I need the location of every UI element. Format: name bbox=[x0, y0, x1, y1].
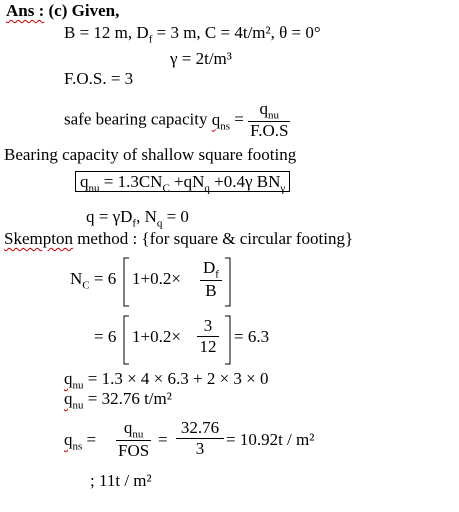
nc-num-sub: f bbox=[215, 268, 219, 281]
qnu1-rhs: = 1.3 × 4 × 6.3 + 2 × 3 × 0 bbox=[83, 369, 269, 388]
safe-bearing-capacity-line: safe bearing capacity $q_{ns}$ = $\frac{q_{nu}}{F.O.S}$ bbox=[64, 99, 289, 141]
sbc-q: q bbox=[211, 109, 221, 129]
nc-n: N bbox=[70, 269, 83, 288]
eq2-num: 3 bbox=[203, 316, 213, 335]
given-values-text: B = 12 m, D bbox=[64, 23, 149, 42]
ans-label: Ans : bbox=[6, 1, 45, 20]
q-line-sub: f bbox=[132, 217, 137, 230]
eq2-inner: 1+0.2× bbox=[132, 327, 181, 346]
nc-den: B bbox=[200, 280, 222, 302]
qnu2-q: q bbox=[64, 389, 73, 408]
qns-fraction-1 bbox=[116, 419, 151, 462]
qnu-line-2 bbox=[64, 390, 172, 411]
qns-num1: q bbox=[123, 418, 133, 437]
nc-num: D bbox=[203, 258, 216, 277]
formula-part2: +qN bbox=[169, 172, 205, 191]
q-line-end: = 0 bbox=[162, 207, 189, 226]
boxed-formula bbox=[75, 173, 290, 194]
formula-q: q bbox=[80, 172, 89, 191]
formula-sub-c: C bbox=[162, 182, 170, 195]
qnu1-q: q bbox=[64, 369, 73, 388]
formula-part3: +0.4γ BN bbox=[209, 172, 281, 191]
sbc-text: safe bearing capacity bbox=[64, 109, 208, 129]
bearing-capacity-heading: Bearing capacity of shallow square footing bbox=[4, 145, 297, 164]
given-rest: = 3 m, C = 4t/m², θ = 0° bbox=[152, 23, 321, 42]
sbc-den: F.O.S bbox=[250, 121, 289, 141]
qnu2-sub: nu bbox=[72, 399, 84, 412]
qns-eq: = bbox=[82, 430, 97, 449]
eq2-result: = 6.3 bbox=[234, 327, 270, 346]
qns-sub: ns bbox=[72, 440, 83, 453]
qns-den1: FOS bbox=[118, 441, 150, 461]
qns-fraction-2 bbox=[176, 419, 224, 458]
sbc-num: q bbox=[259, 99, 269, 118]
skempton-line bbox=[4, 230, 353, 249]
eq2-lhs: = 6 bbox=[94, 327, 117, 346]
formula-box bbox=[75, 171, 290, 195]
qns-result: = 10.92t / m² bbox=[226, 430, 315, 449]
q-line-sub2: q bbox=[156, 217, 163, 230]
qns-num1-sub: nu bbox=[132, 428, 144, 441]
q-line-text: q = γD bbox=[86, 207, 133, 226]
sbc-fraction bbox=[248, 100, 290, 141]
sbc-num-sub: nu bbox=[268, 109, 280, 122]
given-values bbox=[64, 24, 321, 45]
qns-num2: 32.76 bbox=[180, 418, 220, 437]
formula-part1: = 1.3CN bbox=[99, 172, 163, 191]
qns-eq2: = bbox=[158, 430, 168, 449]
given-heading: (c) Given, bbox=[48, 1, 120, 20]
eq2-den: 12 bbox=[197, 336, 219, 357]
qns-q: q bbox=[64, 430, 73, 449]
final-answer: ; 11t / m² bbox=[90, 471, 152, 490]
formula-sub-gamma: γ bbox=[280, 182, 286, 195]
qnu1-sub: nu bbox=[72, 379, 84, 392]
formula-sub-q: q bbox=[204, 182, 210, 195]
nc-fraction bbox=[200, 259, 222, 302]
nc-sub: C bbox=[82, 279, 90, 292]
skempton-label: Skempton bbox=[4, 229, 73, 248]
q-line-rest: , N bbox=[136, 207, 157, 226]
nc-lhs bbox=[70, 270, 116, 291]
given-sub: f bbox=[148, 33, 153, 46]
sbc-q-sub: ns bbox=[220, 119, 231, 132]
eq2-fraction bbox=[197, 317, 219, 356]
qns-lhs bbox=[64, 431, 96, 452]
qnu2-rhs: = 32.76 t/m² bbox=[83, 389, 172, 408]
skempton-rest: method : {for square & circular footing} bbox=[72, 229, 354, 248]
gamma-line: γ = 2t/m³ bbox=[170, 49, 232, 68]
formula-sub-nu: nu bbox=[88, 182, 100, 195]
fos-line: F.O.S. = 3 bbox=[64, 69, 134, 88]
qns-den2: 3 bbox=[176, 438, 224, 459]
q-line bbox=[86, 208, 189, 229]
nc-inner: 1+0.2× bbox=[132, 269, 181, 288]
nc-eq: = 6 bbox=[89, 269, 117, 288]
answer-label bbox=[6, 2, 119, 21]
